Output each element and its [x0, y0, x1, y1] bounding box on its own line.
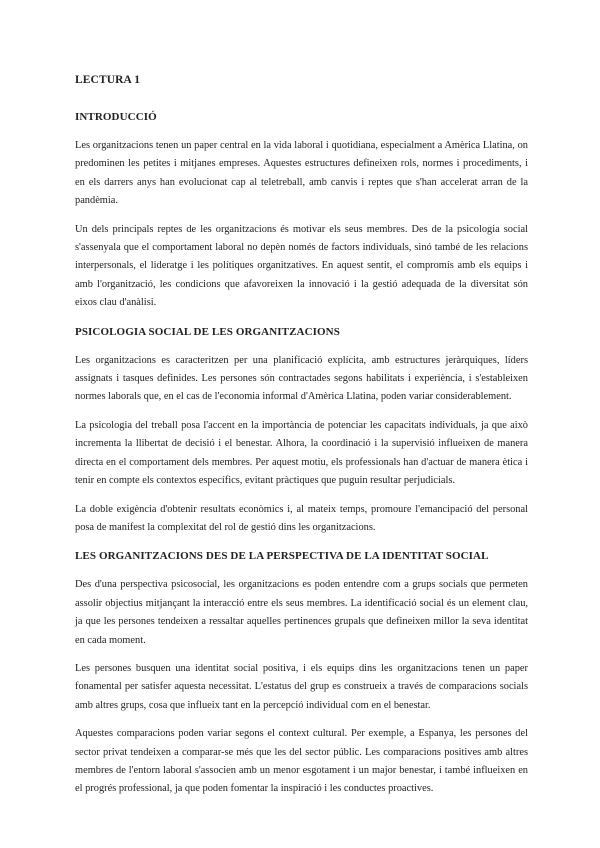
- document-title: LECTURA 1: [75, 74, 141, 86]
- section-heading: INTRODUCCIÓ: [75, 111, 157, 123]
- paragraph: Les organitzacions es caracteritzen per una planificació explícita, amb estructures jeràrquiques, líders assignats i tasques definides. Les persones són contractades segons habilitats i experiència, i s'estableixen normes laborals que, en el cas de l'economia informal d'Amèrica Llatina, poden variar considerablement.: [75, 354, 528, 403]
- section-identitat-social: [75, 548, 528, 798]
- paragraph: Aquestes comparacions poden variar segons el context cultural. Per exemple, a Espanya, les persones del sector privat tendeixen a comparar-se més que les del sector públic. Les comparacions positives amb altres membres de l'entorn laboral s'associen amb un menor esgotament i un major benestar, i també influeixen en el progrés professional, ja que poden fomentar la inspiració i les conductes proactives.: [75, 728, 528, 795]
- section-heading: LES ORGANITZACIONS DES DE LA PERSPECTIVA DE LA IDENTITAT SOCIAL: [75, 550, 489, 563]
- paragraph: La psicologia del treball posa l'accent en la importància de potenciar les capacitats individuals, ja que això incrementa la llibertat de decisió i el benestar. Alhora, la coordinació i la supervisió influeixen de manera directa en el comportament dels membres. Per aquest motiu, els professionals han d'actuar de manera ètica i tenir en compte els contextos específics, evitant pràctiques que puguin resultar perjudicials.: [75, 419, 528, 487]
- document-page: [75, 72, 528, 809]
- paragraph: La doble exigència d'obtenir resultats econòmics i, al mateix temps, promoure l'emancipació del personal posa de manifest la complexitat del rol de gestió dins les organitzacions.: [75, 503, 528, 533]
- paragraph: Des d'una perspectiva psicosocial, les organitzacions es poden entendre com a grups socials que permeten assolir objectius mitjançant la interacció entre els seus membres. La identificació social és un element clau, ja que les persones tendeixen a ressaltar aquelles pertinences grupals que defineixen millor la seva identitat en cada moment.: [75, 579, 528, 646]
- section-heading: PSICOLOGIA SOCIAL DE LES ORGANITZACIONS: [75, 325, 340, 338]
- section-psicologia-social: [75, 324, 528, 538]
- paragraph: Un dels principals reptes de les organitzacions és motivar els seus membres. Des de la psicologia social s'assenyala que el comportament laboral no depèn només de factors individuals, sinó també de les relacions interpersonals, el lideratge i les polítiques organitzatives. En aquest sentit, el compromís amb els equips i amb l'organització, les condicions que afavoreixen la innovació i la gestió adequada de la diversitat són eixos clau d'anàlisi.: [75, 223, 528, 309]
- paragraph: Les organitzacions tenen un paper central en la vida laboral i quotidiana, especialment a Amèrica Llatina, on predominen les petites i mitjanes empreses. Aquestes estructures defineixen rols, normes i procediments, i en els darrers anys han evolucionat cap al teletreball, amb canvis i reptes que s'han accelerat arran de la pandèmia.: [75, 140, 528, 207]
- paragraph: Les persones busquen una identitat social positiva, i els equips dins les organitzacions tenen un paper fonamental per satisfer aquesta necessitat. L'estatus del grup es construeix a través de comparacions socials amb altres grups, cosa que influeix tant en la percepció individual com en el benestar.: [75, 662, 528, 711]
- section-introduccio: [75, 109, 528, 313]
